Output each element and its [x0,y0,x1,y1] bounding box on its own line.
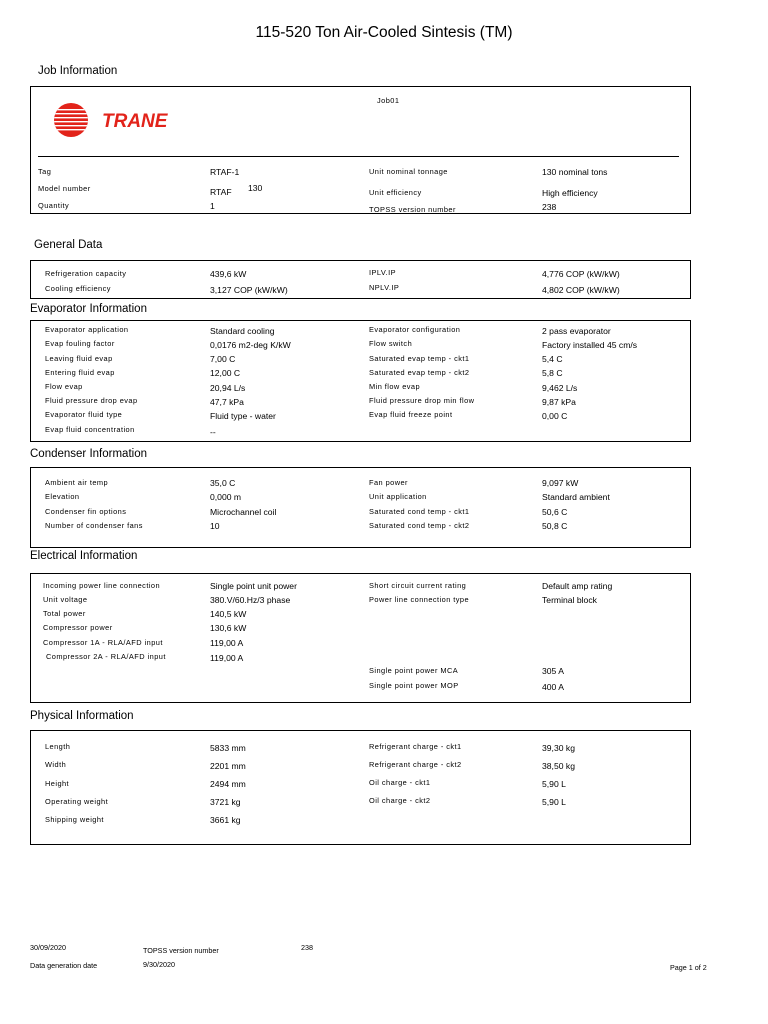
evap-label: Flow switch [369,339,413,348]
physical-value: 5,90 L [542,797,566,807]
condenser-label: Saturated cond temp - ckt2 [369,521,470,530]
evaporator-box [30,320,691,442]
electrical-label: Power line connection type [369,595,470,604]
condenser-label: Ambient air temp [45,478,109,487]
evap-label: Evaporator configuration [369,325,461,334]
evap-value: 5,4 C [542,354,563,364]
footer-version-label: TOPSS version number [143,946,219,955]
page-title: 115-520 Ton Air-Cooled Sintesis (TM) [255,24,513,41]
general-data-heading: General Data [34,239,103,251]
job-label-efficiency: Unit efficiency [369,188,422,197]
electrical-value: Single point unit power [210,581,297,591]
job-value-model: RTAF [210,187,232,197]
electrical-label: Unit voltage [43,595,88,604]
evap-label: Evap fluid freeze point [369,410,453,419]
electrical-label: Incoming power line connection [43,581,161,590]
physical-value: 39,30 kg [542,743,575,753]
evap-label: Saturated evap temp - ckt1 [369,354,470,363]
condenser-label: Saturated cond temp - ckt1 [369,507,470,516]
evap-value: 9,462 L/s [542,383,578,393]
electrical-value: 119,00 A [210,638,244,648]
general-label: Cooling efficiency [45,284,111,293]
job-label-quantity: Quantity [38,201,70,210]
condenser-value: 0,000 m [210,492,242,502]
condenser-heading: Condenser Information [30,448,147,460]
footer-date: 30/09/2020 [30,943,66,952]
condenser-label: Condenser fin options [45,507,127,516]
physical-heading: Physical Information [30,710,134,722]
job-value-efficiency: High efficiency [542,188,598,198]
electrical-label: Single point power MOP [369,681,459,690]
evap-label: Fluid pressure drop min flow [369,396,475,405]
general-value: 439,6 kW [210,269,247,279]
job-value-tag: RTAF-1 [210,167,240,177]
job-info-heading: Job Information [38,65,118,77]
condenser-label: Unit application [369,492,427,501]
job-value-tonnage: 130 nominal tons [542,167,608,177]
evap-label: Entering fluid evap [45,368,115,377]
physical-box [30,730,691,845]
physical-value: 5833 mm [210,743,246,753]
electrical-label: Compressor 2A - RLA/AFD input [46,652,166,661]
evap-label: Saturated evap temp - ckt2 [369,368,470,377]
general-label: NPLV.IP [369,283,400,292]
electrical-value: Default amp rating [542,581,613,591]
condenser-label: Fan power [369,478,408,487]
evap-label: Evaporator fluid type [45,410,123,419]
evap-value: Standard cooling [210,326,275,336]
job-name: Job01 [377,96,400,105]
physical-value: 38,50 kg [542,761,575,771]
evap-value: 47,7 kPa [210,397,244,407]
physical-label: Width [45,760,67,769]
evap-value: 0,00 C [542,411,568,421]
electrical-label: Compressor power [43,623,113,632]
physical-label: Oil charge - ckt2 [369,796,431,805]
evap-value: 5,8 C [542,368,563,378]
electrical-value: 380.V/60.Hz/3 phase [210,595,291,605]
condenser-value: 9,097 kW [542,478,579,488]
condenser-value: 35,0 C [210,478,236,488]
page-number: Page 1 of 2 [670,963,707,972]
electrical-label: Compressor 1A - RLA/AFD input [43,638,163,647]
physical-value: 2494 mm [210,779,246,789]
evap-value: 0,0176 m2-deg K/kW [210,340,291,350]
evap-label: Evaporator application [45,325,129,334]
trane-logo [50,100,180,140]
physical-value: 3661 kg [210,815,241,825]
evap-value: 7,00 C [210,354,236,364]
job-label-model: Model number [38,184,91,193]
physical-label: Oil charge - ckt1 [369,778,431,787]
footer-date2: 9/30/2020 [143,960,175,969]
evap-value: 2 pass evaporator [542,326,611,336]
condenser-label: Number of condenser fans [45,521,143,530]
job-divider [38,156,679,157]
evap-label: Evap fouling factor [45,339,115,348]
evap-value: 12,00 C [210,368,241,378]
physical-label: Refrigerant charge - ckt1 [369,742,462,751]
condenser-value: 10 [210,521,220,531]
general-label: IPLV.IP [369,268,396,277]
physical-label: Operating weight [45,797,109,806]
electrical-value: 140,5 kW [210,609,247,619]
electrical-label: Total power [43,609,86,618]
evap-value: Factory installed 45 cm/s [542,340,638,350]
job-label-tag: Tag [38,167,52,176]
general-value: 4,802 COP (kW/kW) [542,285,620,295]
footer-date-label: Data generation date [30,961,98,970]
condenser-box [30,467,691,548]
job-label-tonnage: Unit nominal tonnage [369,167,448,176]
physical-label: Shipping weight [45,815,104,824]
condenser-label: Elevation [45,492,80,501]
electrical-label: Single point power MCA [369,666,459,675]
electrical-value: 400 A [542,682,564,692]
evap-label: Leaving fluid evap [45,354,113,363]
electrical-value: 305 A [542,666,564,676]
electrical-value: 130,6 kW [210,623,247,633]
physical-label: Height [45,779,70,788]
evap-value: Fluid type - water [210,411,276,421]
evap-value: -- [210,427,216,437]
evap-value: 9,87 kPa [542,397,576,407]
evaporator-heading: Evaporator Information [30,303,147,315]
electrical-value: 119,00 A [210,653,244,663]
general-value: 4,776 COP (kW/kW) [542,269,620,279]
electrical-label: Short circuit current rating [369,581,467,590]
electrical-heading: Electrical Information [30,550,138,562]
general-label: Refrigeration capacity [45,269,127,278]
evap-label: Flow evap [45,382,83,391]
physical-value: 3721 kg [210,797,241,807]
general-value: 3,127 COP (kW/kW) [210,285,288,295]
evap-value: 20,94 L/s [210,383,246,393]
job-value-topss: 238 [542,202,557,212]
physical-label: Length [45,742,71,751]
job-value-model-size: 130 [248,183,263,193]
evap-label: Evap fluid concentration [45,425,135,434]
physical-label: Refrigerant charge - ckt2 [369,760,462,769]
trane-wordmark: TRANE [102,111,168,132]
job-label-topss: TOPSS version number [369,205,456,214]
condenser-value: Standard ambient [542,492,610,502]
condenser-value: 50,8 C [542,521,568,531]
condenser-value: Microchannel coil [210,507,277,517]
evap-label: Min flow evap [369,382,421,391]
job-value-quantity: 1 [210,201,215,211]
electrical-value: Terminal block [542,595,597,605]
evap-label: Fluid pressure drop evap [45,396,138,405]
physical-value: 5,90 L [542,779,566,789]
physical-value: 2201 mm [210,761,246,771]
condenser-value: 50,6 C [542,507,568,517]
footer-version-value: 238 [301,943,313,952]
